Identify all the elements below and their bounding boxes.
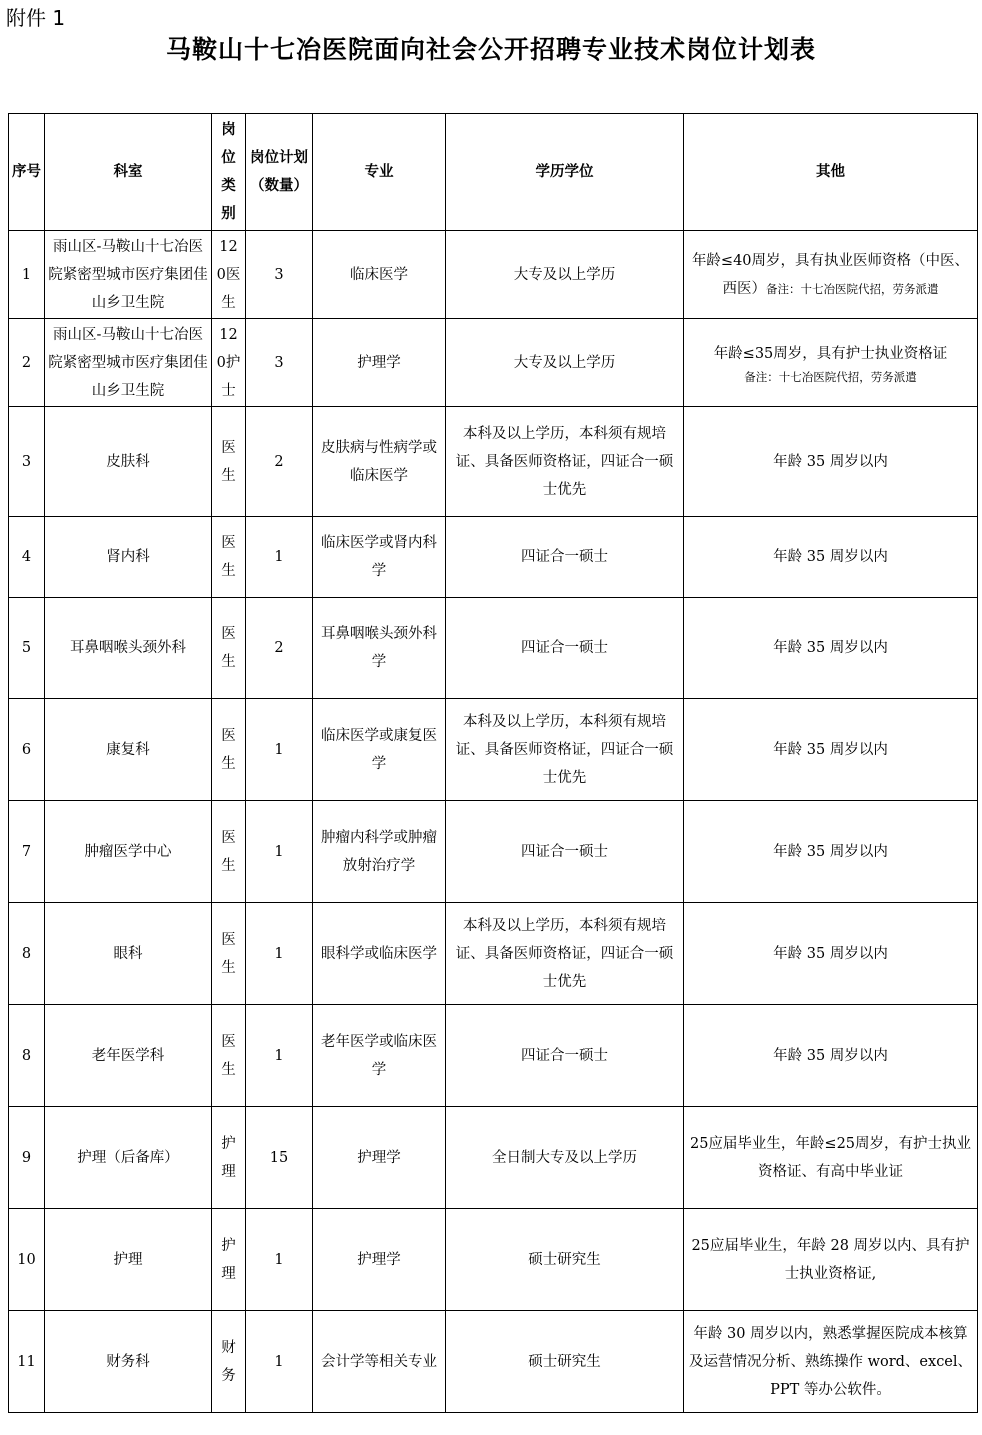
cell-major: 临床医学 [313, 231, 446, 319]
cell-edu: 硕士研究生 [446, 1209, 684, 1311]
cell-edu: 全日制大专及以上学历 [446, 1107, 684, 1209]
cell-quota: 1 [246, 903, 313, 1005]
cell-other: 年龄 35 周岁以内 [684, 801, 978, 903]
cell-no: 6 [9, 699, 45, 801]
cell-major: 护理学 [313, 1209, 446, 1311]
annex-label: 附件 1 [6, 6, 66, 30]
table-row [9, 1107, 978, 1209]
header-dept: 科室 [45, 114, 212, 231]
cell-no: 5 [9, 598, 45, 699]
cell-other: 年龄 30 周岁以内，熟悉掌握医院成本核算及运营情况分析、熟练操作 word、excel、PPT 等办公软件。 [684, 1311, 978, 1413]
cell-dept: 护理（后备库） [45, 1107, 212, 1209]
cell-major: 护理学 [313, 1107, 446, 1209]
cell-dept: 肿瘤医学中心 [45, 801, 212, 903]
cell-dept: 老年医学科 [45, 1005, 212, 1107]
cell-other: 年龄 35 周岁以内 [684, 699, 978, 801]
cell-type: 护理 [212, 1209, 246, 1311]
cell-no: 10 [9, 1209, 45, 1311]
header-type: 岗位类别 [212, 114, 246, 231]
cell-other: 25应届毕业生，年龄≤25周岁，有护士执业资格证、有高中毕业证 [684, 1107, 978, 1209]
cell-dept: 雨山区-马鞍山十七冶医院紧密型城市医疗集团佳山乡卫生院 [45, 231, 212, 319]
header-no: 序号 [9, 114, 45, 231]
cell-other: 年龄 35 周岁以内 [684, 517, 978, 598]
cell-no: 1 [9, 231, 45, 319]
table-row [9, 319, 978, 407]
table-row [9, 699, 978, 801]
other-note: 备注：十七冶医院代招，劳务派遣 [766, 281, 939, 296]
cell-no: 3 [9, 407, 45, 517]
cell-type: 医生 [212, 801, 246, 903]
cell-type: 医生 [212, 598, 246, 699]
cell-dept: 眼科 [45, 903, 212, 1005]
cell-quota: 1 [246, 1209, 313, 1311]
cell-other [684, 231, 978, 319]
cell-edu: 本科及以上学历，本科须有规培证、具备医师资格证，四证合一硕士优先 [446, 407, 684, 517]
cell-major: 护理学 [313, 319, 446, 407]
cell-type: 财务 [212, 1311, 246, 1413]
cell-dept: 财务科 [45, 1311, 212, 1413]
table-row [9, 407, 978, 517]
cell-quota: 3 [246, 319, 313, 407]
header-edu: 学历学位 [446, 114, 684, 231]
other-text: 年龄≤40周岁，具有执业医师资格（中医、西医） [691, 252, 970, 297]
cell-type: 医生 [212, 1005, 246, 1107]
cell-quota: 1 [246, 801, 313, 903]
table-row [9, 903, 978, 1005]
recruitment-plan-table [8, 113, 978, 1413]
header-other: 其他 [684, 114, 978, 231]
cell-quota: 2 [246, 598, 313, 699]
cell-no: 4 [9, 517, 45, 598]
cell-quota: 1 [246, 1311, 313, 1413]
cell-other: 年龄 35 周岁以内 [684, 903, 978, 1005]
cell-other: 年龄 35 周岁以内 [684, 407, 978, 517]
cell-no: 8 [9, 1005, 45, 1107]
cell-edu: 四证合一硕士 [446, 517, 684, 598]
cell-edu: 本科及以上学历，本科须有规培证、具备医师资格证，四证合一硕士优先 [446, 903, 684, 1005]
cell-quota: 15 [246, 1107, 313, 1209]
cell-other: 年龄 35 周岁以内 [684, 598, 978, 699]
cell-major: 皮肤病与性病学或临床医学 [313, 407, 446, 517]
cell-dept: 肾内科 [45, 517, 212, 598]
cell-no: 7 [9, 801, 45, 903]
cell-dept: 护理 [45, 1209, 212, 1311]
cell-no: 11 [9, 1311, 45, 1413]
cell-quota: 1 [246, 699, 313, 801]
cell-major: 临床医学或肾内科学 [313, 517, 446, 598]
cell-quota: 1 [246, 1005, 313, 1107]
cell-edu: 本科及以上学历，本科须有规培证、具备医师资格证，四证合一硕士优先 [446, 699, 684, 801]
header-major: 专业 [313, 114, 446, 231]
cell-edu: 四证合一硕士 [446, 598, 684, 699]
cell-other: 年龄 35 周岁以内 [684, 1005, 978, 1107]
cell-type: 医生 [212, 407, 246, 517]
cell-other: 25应届毕业生，年龄 28 周岁以内、具有护士执业资格证, [684, 1209, 978, 1311]
cell-type: 医生 [212, 903, 246, 1005]
table-row [9, 517, 978, 598]
other-note: 备注：十七冶医院代招，劳务派遣 [744, 369, 917, 384]
cell-type: 120护士 [212, 319, 246, 407]
cell-type: 护理 [212, 1107, 246, 1209]
cell-dept: 耳鼻咽喉头颈外科 [45, 598, 212, 699]
cell-major: 肿瘤内科学或肿瘤放射治疗学 [313, 801, 446, 903]
cell-quota: 1 [246, 517, 313, 598]
header-row [9, 114, 978, 231]
table-row [9, 801, 978, 903]
cell-dept: 雨山区-马鞍山十七冶医院紧密型城市医疗集团佳山乡卫生院 [45, 319, 212, 407]
cell-major: 临床医学或康复医学 [313, 699, 446, 801]
table-row [9, 231, 978, 319]
cell-no: 8 [9, 903, 45, 1005]
cell-other [684, 319, 978, 407]
cell-major: 眼科学或临床医学 [313, 903, 446, 1005]
cell-quota: 3 [246, 231, 313, 319]
cell-edu: 四证合一硕士 [446, 1005, 684, 1107]
cell-quota: 2 [246, 407, 313, 517]
cell-type: 医生 [212, 517, 246, 598]
cell-no: 2 [9, 319, 45, 407]
cell-edu: 四证合一硕士 [446, 801, 684, 903]
cell-major: 耳鼻咽喉头颈外科学 [313, 598, 446, 699]
table-row [9, 598, 978, 699]
cell-type: 医生 [212, 699, 246, 801]
cell-no: 9 [9, 1107, 45, 1209]
table-row [9, 1209, 978, 1311]
cell-dept: 皮肤科 [45, 407, 212, 517]
cell-edu: 大专及以上学历 [446, 231, 684, 319]
cell-dept: 康复科 [45, 699, 212, 801]
other-text: 年龄≤35周岁，具有护士执业资格证 [713, 345, 948, 362]
cell-edu: 硕士研究生 [446, 1311, 684, 1413]
cell-edu: 大专及以上学历 [446, 319, 684, 407]
cell-major: 会计学等相关专业 [313, 1311, 446, 1413]
table-row [9, 1005, 978, 1107]
header-quota: 岗位计划（数量） [246, 114, 313, 231]
cell-type: 120医生 [212, 231, 246, 319]
page-title: 马鞍山十七冶医院面向社会公开招聘专业技术岗位计划表 [165, 35, 816, 64]
cell-major: 老年医学或临床医学 [313, 1005, 446, 1107]
table-row [9, 1311, 978, 1413]
